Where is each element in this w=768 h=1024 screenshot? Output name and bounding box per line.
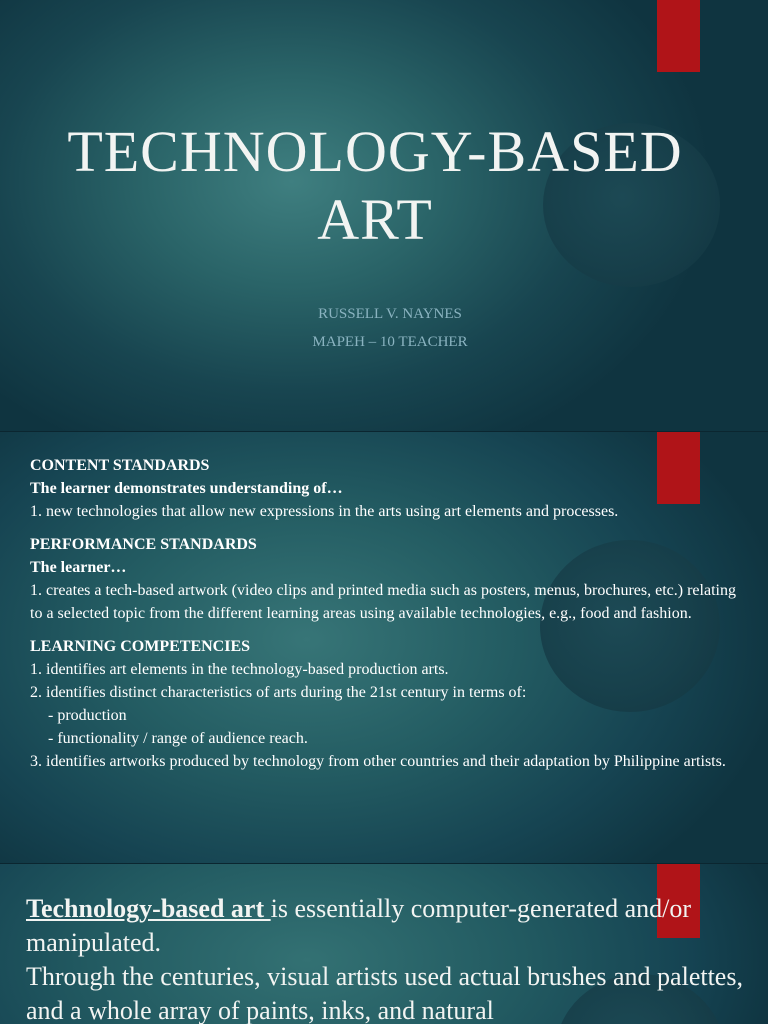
accent-bar [657,0,700,72]
definition-text [26,892,746,1024]
list-item: 2. identifies distinct characteristics of arts during the 21st century in terms of: [30,684,527,701]
author-name: RUSSELL V. NAYNES [318,306,462,322]
standards-content [30,454,750,783]
content-standards-section [30,454,750,523]
list-item: 1. new technologies that allow new expressions in the arts using art elements and processes. [30,503,619,520]
performance-standards-section [30,533,750,625]
section-heading: PERFORMANCE STANDARDS [30,536,257,553]
title-slide [0,0,768,432]
sub-list-item: - production [48,707,127,724]
section-lead: The learner demonstrates understanding of… [30,480,343,497]
author-role: MAPEH – 10 TEACHER [312,334,468,350]
title-line-1: TECHNOLOGY-BASED [67,119,683,184]
section-heading: LEARNING COMPETENCIES [30,638,251,655]
list-item: 3. identifies artworks produced by technology from other countries and their adaptation by Philippine artists. [30,753,726,770]
definition-continuation: Through the centuries, visual artists used actual brushes and palettes, and a whole array of paints, inks, and natural [26,962,743,1024]
list-item: 1. identifies art elements in the technology-based production arts. [30,661,449,678]
sub-list-item: - functionality / range of audience reach. [48,730,308,747]
list-item: 1. creates a tech-based artwork (video clips and printed media such as posters, menus, brochures, etc.) relating to a selected topic from the different learning areas using available technologies, e.g., food and fashion. [30,582,736,622]
learning-competencies-section [30,635,750,773]
definition-body: is essentially computer-generated and/or manipulated. [26,894,692,957]
definition-term: Technology-based art [26,894,271,923]
definition-slide [0,864,768,1024]
slide-title [0,118,750,254]
section-heading: CONTENT STANDARDS [30,457,210,474]
section-lead: The learner… [30,559,127,576]
standards-slide [0,432,768,864]
title-line-2: ART [317,187,433,252]
